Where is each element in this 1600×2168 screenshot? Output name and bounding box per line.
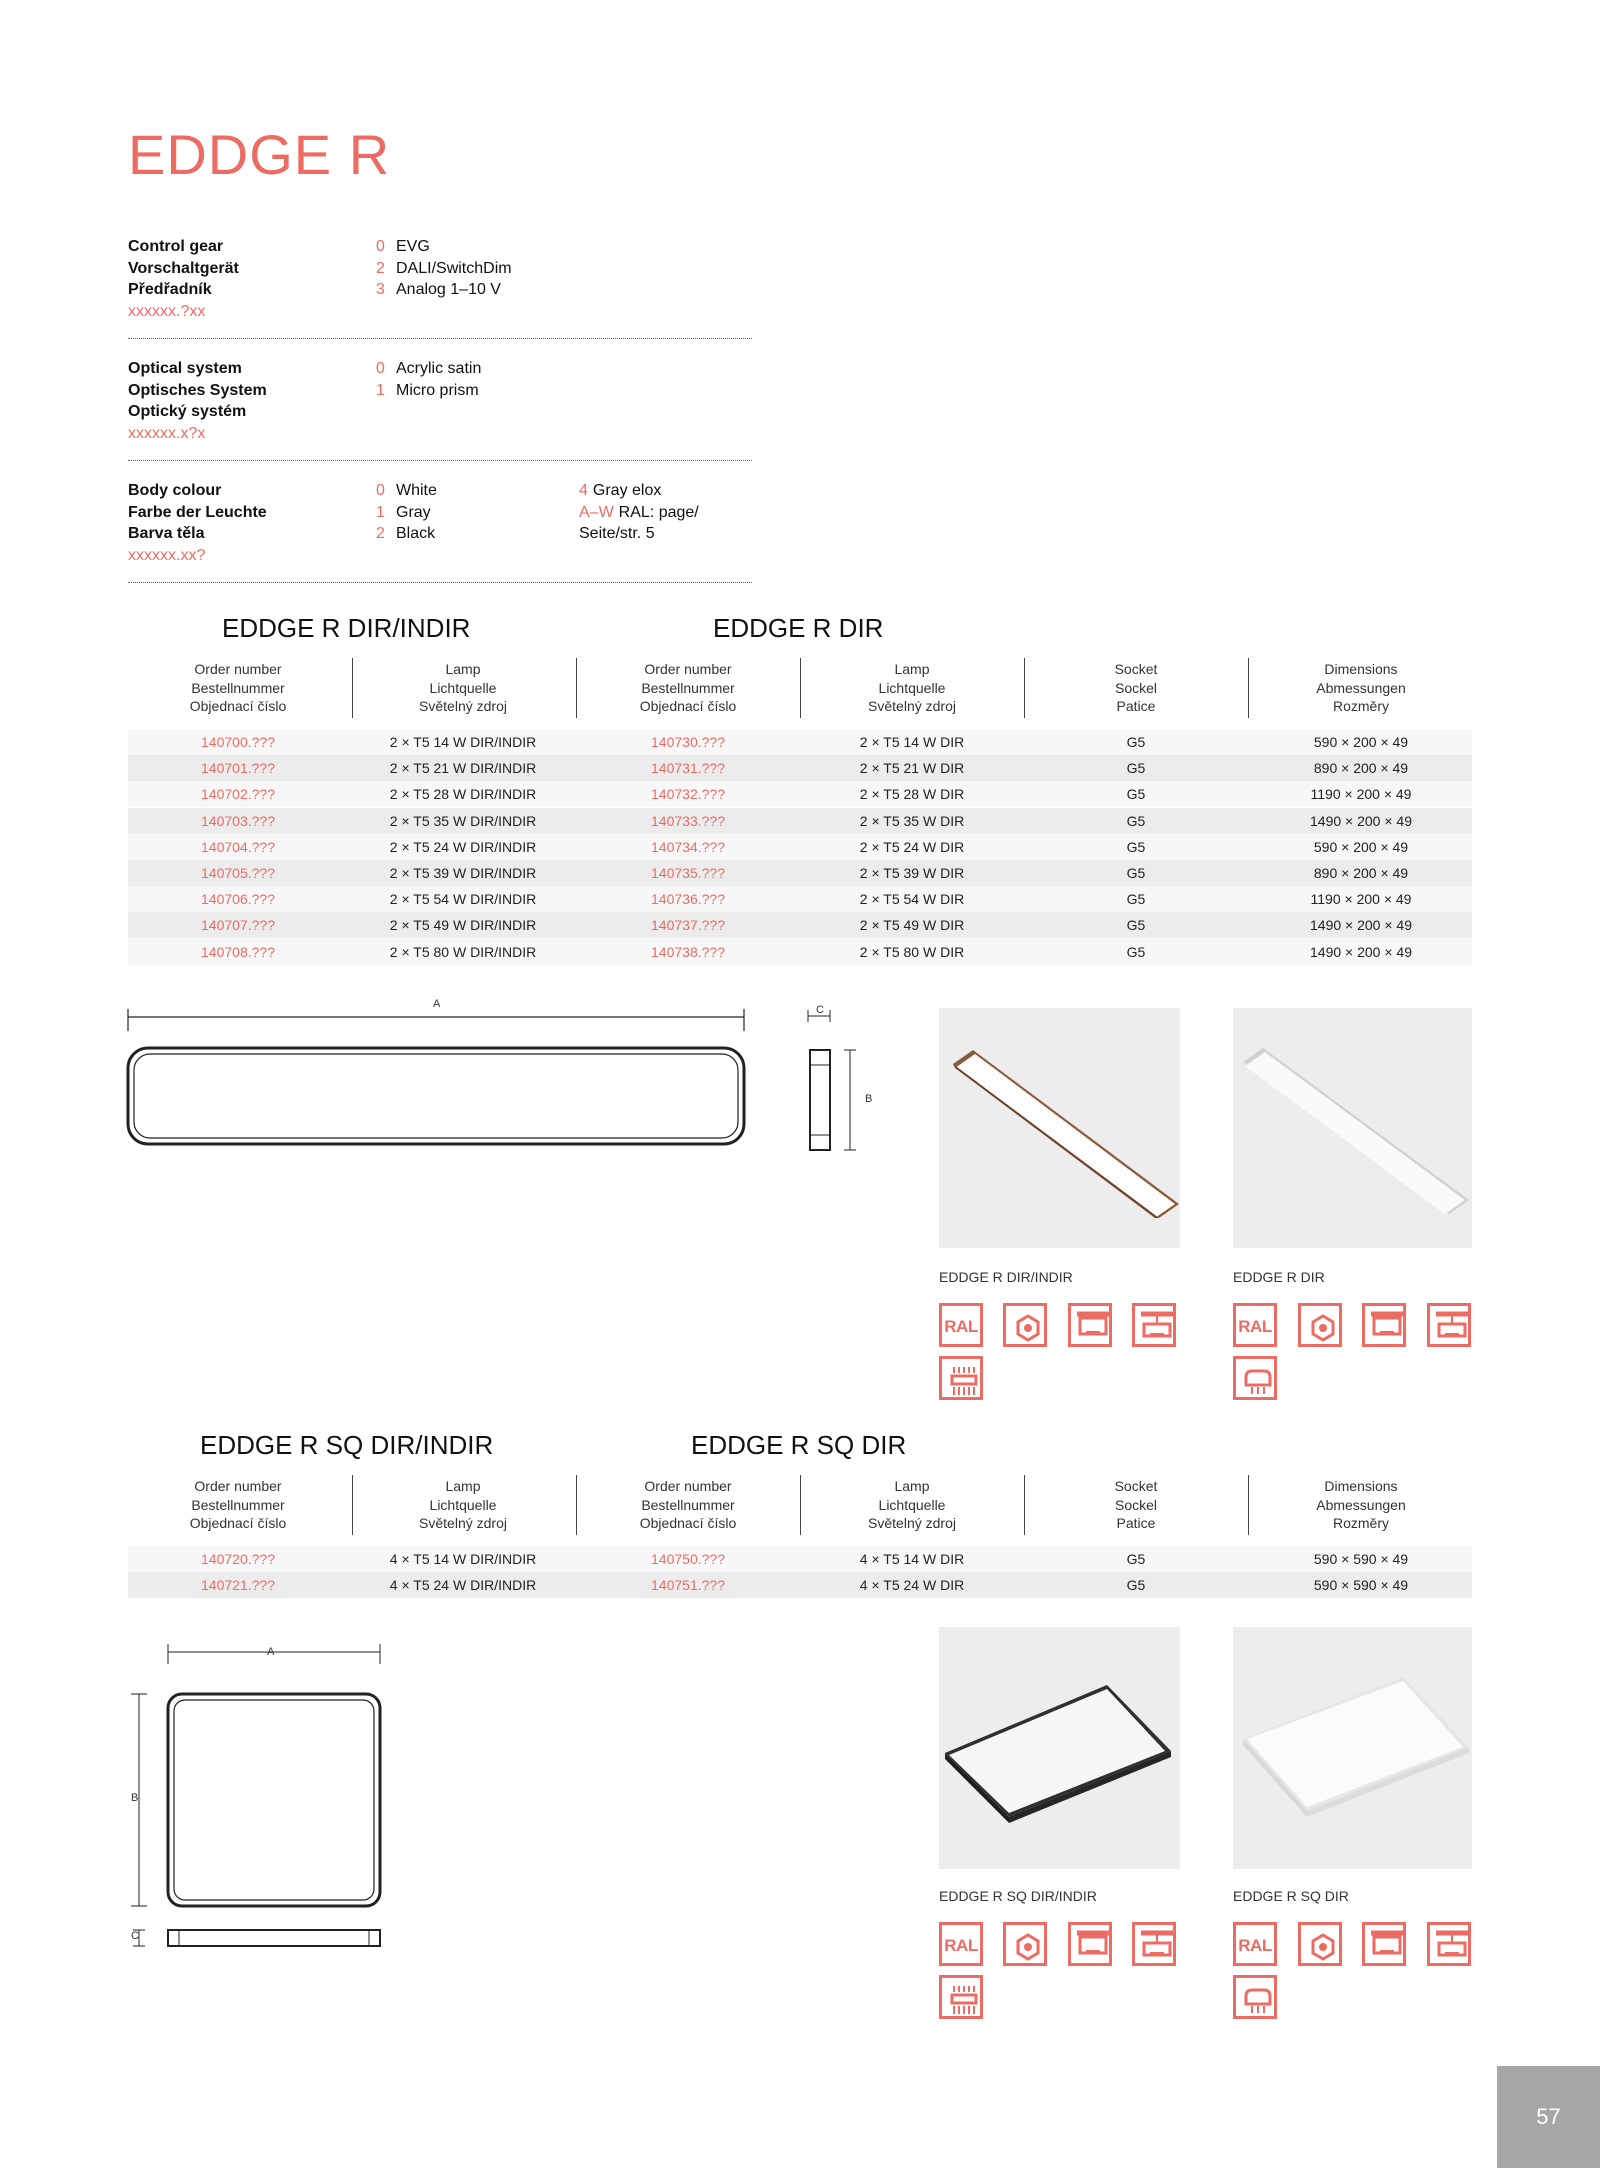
- option-value-code: 2: [376, 525, 385, 542]
- column-header: [363, 1477, 563, 1533]
- option-value-label: Micro prism: [396, 381, 479, 399]
- option-label: Optický systém: [128, 403, 247, 420]
- table-cell: 590 × 590 × 49: [1313, 1577, 1409, 1594]
- table2-title-right: EDDGE R SQ DIR: [691, 1430, 907, 1460]
- ral-icon: [1233, 1922, 1277, 1966]
- option-label: Body colour: [128, 482, 222, 499]
- ral-icon: [939, 1303, 983, 1347]
- column-header-line: Lamp: [894, 1478, 930, 1494]
- linear-luminaire-drawing: [120, 995, 760, 1155]
- column-separator: [352, 658, 353, 718]
- option-value-label: RAL: page/: [618, 503, 699, 521]
- ral-label: RAL: [944, 1317, 978, 1336]
- column-header-line: Lamp: [445, 1478, 481, 1494]
- table-cell: 140737.???: [651, 917, 725, 934]
- table-row: [128, 781, 1472, 807]
- option-value: [376, 279, 512, 301]
- table-cell: 2 × T5 80 W DIR: [859, 943, 965, 960]
- column-separator: [1248, 658, 1249, 718]
- column-header-line: Abmessungen: [1316, 1496, 1406, 1513]
- dir-indir-light-icon: [939, 1975, 983, 2019]
- column-header-line: Světelný zdroj: [419, 698, 507, 714]
- column-header: [812, 660, 1012, 716]
- table-cell: 2 × T5 21 W DIR: [859, 760, 965, 777]
- page-number: 57: [1497, 2066, 1600, 2168]
- suspended-mount-icon: [1132, 1922, 1176, 1966]
- column-header-line: Lamp: [894, 661, 930, 677]
- table-row: [128, 1572, 1472, 1598]
- product-photo-sq-dir: [1233, 1627, 1472, 1869]
- column-header: [138, 1477, 338, 1533]
- option-value-code: 3: [376, 281, 385, 298]
- column-header-line: Socket: [1114, 1478, 1158, 1494]
- option-value: [579, 480, 699, 502]
- column-header: [1261, 660, 1461, 716]
- option-value-label: DALI/SwitchDim: [396, 259, 512, 277]
- option-value: [376, 523, 437, 545]
- option-value-label: Gray: [396, 503, 431, 521]
- table-cell: 140700.???: [201, 734, 275, 750]
- table-cell: G5: [1126, 943, 1146, 960]
- suspended-mount-icon: [1132, 1303, 1176, 1347]
- table-cell: 2 × T5 21 W DIR/INDIR: [389, 760, 537, 777]
- option-value-label: EVG: [396, 238, 430, 255]
- caption-sq-dir: EDDGE R SQ DIR: [1233, 1888, 1349, 1904]
- column-header-line: Světelný zdroj: [419, 1515, 507, 1531]
- column-header-line: Dimensions: [1324, 661, 1398, 677]
- option-values-extra: [579, 480, 699, 545]
- table-cell: 2 × T5 28 W DIR: [859, 786, 965, 803]
- table-cell: 4 × T5 24 W DIR: [859, 1577, 965, 1594]
- option-values: [376, 358, 481, 401]
- table1-title-left: EDDGE R DIR/INDIR: [222, 613, 471, 643]
- column-header-line: Lichtquelle: [878, 679, 946, 696]
- table-cell: 140703.???: [201, 812, 275, 829]
- option-value-label: Acrylic satin: [396, 360, 482, 377]
- option-value-code: 0: [376, 360, 385, 377]
- column-separator: [1024, 1475, 1025, 1535]
- ceiling-mount-icon: [1362, 1303, 1406, 1347]
- option-value: [579, 523, 699, 545]
- table-cell: 140732.???: [651, 786, 725, 803]
- table-cell: 140720.???: [201, 1551, 275, 1567]
- option-value: [376, 480, 437, 502]
- column-separator: [1248, 1475, 1249, 1535]
- table-cell: 2 × T5 49 W DIR: [859, 917, 965, 934]
- table-cell: G5: [1126, 917, 1146, 934]
- option-code: xxxxxx.?xx: [128, 302, 206, 320]
- option-label: Farbe der Leuchte: [128, 503, 267, 521]
- product-photo-dir-indir: [939, 1008, 1180, 1248]
- table-row: [128, 808, 1472, 834]
- option-value-code: 0: [376, 482, 385, 499]
- page-title: EDDGE R: [128, 123, 391, 186]
- column-header-line: Abmessungen: [1316, 679, 1406, 696]
- table-cell: 140721.???: [201, 1577, 275, 1594]
- column-header: [588, 1477, 788, 1533]
- caption-dir: EDDGE R DIR: [1233, 1269, 1325, 1285]
- ral-icon: [1233, 1303, 1277, 1347]
- table-cell: 140736.???: [651, 891, 725, 908]
- column-separator: [576, 658, 577, 718]
- option-values: [376, 480, 437, 545]
- column-header: [1036, 660, 1236, 716]
- side-profile-drawing: [800, 1010, 880, 1160]
- table-cell: 140701.???: [201, 760, 275, 777]
- table-cell: G5: [1126, 865, 1146, 881]
- table-cell: 4 × T5 14 W DIR/INDIR: [389, 1551, 537, 1567]
- column-separator: [800, 658, 801, 718]
- option-label: Vorschaltgerät: [128, 259, 239, 277]
- option-code: xxxxxx.x?x: [128, 424, 206, 442]
- table-cell: G5: [1126, 838, 1146, 855]
- sq-dimension-label-c: C: [131, 1930, 139, 1942]
- column-header-line: Patice: [1116, 698, 1156, 714]
- column-header-line: Lichtquelle: [878, 1496, 946, 1513]
- table-cell: 140707.???: [201, 917, 275, 934]
- option-value-label: White: [396, 482, 437, 499]
- option-value-label: Seite/str. 5: [579, 525, 655, 542]
- table-cell: G5: [1126, 734, 1146, 750]
- column-header-line: Světelný zdroj: [868, 698, 956, 714]
- table-cell: 140734.???: [651, 838, 725, 855]
- dimmable-hexagon-icon: [1298, 1922, 1342, 1966]
- table-cell: 140730.???: [651, 734, 725, 750]
- column-header-line: Dimensions: [1324, 1478, 1398, 1494]
- table-cell: 140706.???: [201, 891, 275, 908]
- option-value: [579, 502, 699, 524]
- table-cell: 2 × T5 24 W DIR/INDIR: [389, 838, 537, 855]
- column-header: [363, 660, 563, 716]
- option-label: Control gear: [128, 238, 224, 255]
- column-separator: [800, 1475, 801, 1535]
- option-label: Optical system: [128, 360, 242, 377]
- option-value-code: 1: [376, 503, 385, 521]
- caption-sq-dir-indir: EDDGE R SQ DIR/INDIR: [939, 1888, 1097, 1904]
- option-block: [128, 480, 752, 590]
- option-label: Barva těla: [128, 525, 205, 542]
- column-header-line: Order number: [194, 661, 282, 677]
- column-header-line: Objednací číslo: [639, 1515, 737, 1531]
- table1-title-right: EDDGE R DIR: [713, 613, 884, 643]
- table2-title-left: EDDGE R SQ DIR/INDIR: [200, 1430, 494, 1460]
- option-label: Předřadník: [128, 281, 212, 298]
- table-row: [128, 755, 1472, 781]
- ral-icon: [939, 1922, 983, 1966]
- column-header-line: Bestellnummer: [191, 1496, 285, 1513]
- option-value: [376, 502, 437, 524]
- option-value-code: 1: [376, 381, 385, 399]
- table-row: [128, 729, 1472, 755]
- table-cell: 2 × T5 54 W DIR: [859, 891, 965, 908]
- column-header-line: Sockel: [1114, 1496, 1158, 1513]
- column-separator: [1024, 658, 1025, 718]
- table-cell: 140704.???: [201, 838, 275, 855]
- down-light-icon: [1233, 1356, 1277, 1400]
- ceiling-mount-icon: [1068, 1303, 1112, 1347]
- dir-indir-light-icon: [939, 1356, 983, 1400]
- table-cell: 2 × T5 39 W DIR: [859, 865, 965, 881]
- column-separator: [352, 1475, 353, 1535]
- table-cell: 2 × T5 54 W DIR/INDIR: [389, 891, 537, 908]
- table-cell: 140750.???: [651, 1551, 725, 1567]
- dimmable-hexagon-icon: [1003, 1922, 1047, 1966]
- table-cell: 1490 × 200 × 49: [1310, 943, 1412, 960]
- column-header: [1036, 1477, 1236, 1533]
- option-value-code: 4: [579, 482, 588, 499]
- column-header-line: Sockel: [1114, 679, 1158, 696]
- dimmable-hexagon-icon: [1298, 1303, 1342, 1347]
- column-header-line: Bestellnummer: [641, 679, 735, 696]
- option-value: [376, 258, 512, 280]
- table-cell: 2 × T5 39 W DIR/INDIR: [389, 865, 537, 881]
- suspended-mount-icon: [1427, 1303, 1471, 1347]
- dimension-label-b: B: [865, 1093, 873, 1105]
- table-cell: G5: [1126, 891, 1146, 908]
- table-row: [128, 886, 1472, 912]
- ral-label: RAL: [944, 1936, 978, 1955]
- dotted-divider: [128, 582, 752, 583]
- table-row: [128, 1546, 1472, 1572]
- table-cell: 140702.???: [201, 786, 275, 803]
- option-value-label: Analog 1–10 V: [396, 281, 501, 298]
- column-header-line: Lichtquelle: [429, 1496, 497, 1513]
- table-cell: 4 × T5 24 W DIR/INDIR: [389, 1577, 537, 1594]
- dimension-label-c: C: [816, 1004, 824, 1016]
- column-header-line: Lamp: [445, 661, 481, 677]
- table-cell: 2 × T5 35 W DIR/INDIR: [389, 812, 537, 829]
- option-value: [376, 380, 481, 402]
- column-header-line: Bestellnummer: [191, 679, 285, 696]
- product-photo-dir: [1233, 1008, 1472, 1248]
- table-cell: 2 × T5 14 W DIR/INDIR: [389, 734, 537, 750]
- option-value-label: Gray elox: [592, 482, 662, 499]
- square-luminaire-drawing: [125, 1640, 395, 1960]
- column-header-line: Order number: [644, 1478, 732, 1494]
- ral-label: RAL: [1238, 1936, 1272, 1955]
- down-light-icon: [1233, 1975, 1277, 2019]
- table-cell: 1490 × 200 × 49: [1310, 812, 1412, 829]
- column-header-line: Lichtquelle: [429, 679, 497, 696]
- column-header-line: Objednací číslo: [189, 1515, 287, 1531]
- column-header-line: Objednací číslo: [639, 698, 737, 714]
- table-cell: 890 × 200 × 49: [1313, 760, 1409, 777]
- column-header-line: Rozměry: [1332, 1515, 1389, 1531]
- table-cell: 140731.???: [651, 760, 725, 777]
- table-cell: 140738.???: [651, 943, 725, 960]
- column-header: [138, 660, 338, 716]
- option-value-code: 2: [376, 259, 385, 277]
- column-header-line: Světelný zdroj: [868, 1515, 956, 1531]
- table-cell: 1490 × 200 × 49: [1310, 917, 1412, 934]
- option-value: [376, 236, 512, 258]
- table-cell: 140735.???: [651, 865, 725, 881]
- table-cell: 140751.???: [651, 1577, 725, 1594]
- table-cell: 2 × T5 28 W DIR/INDIR: [389, 786, 537, 803]
- option-block: [128, 236, 752, 346]
- column-header-line: Rozměry: [1332, 698, 1389, 714]
- product-photo-sq-dir-indir: [939, 1627, 1180, 1869]
- table-row: [128, 939, 1472, 965]
- table-cell: 890 × 200 × 49: [1313, 865, 1409, 881]
- column-header: [812, 1477, 1012, 1533]
- caption-dir-indir: EDDGE R DIR/INDIR: [939, 1269, 1073, 1285]
- column-separator: [576, 1475, 577, 1535]
- sq-dimension-label-b: B: [131, 1792, 139, 1804]
- column-header-line: Bestellnummer: [641, 1496, 735, 1513]
- suspended-mount-icon: [1427, 1922, 1471, 1966]
- option-label: Optisches System: [128, 381, 267, 399]
- dotted-divider: [128, 338, 752, 339]
- table-cell: 140733.???: [651, 812, 725, 829]
- table-cell: G5: [1126, 812, 1146, 829]
- table-cell: 2 × T5 80 W DIR/INDIR: [389, 943, 537, 960]
- column-header-line: Order number: [194, 1478, 282, 1494]
- table-row: [128, 860, 1472, 886]
- dimension-label-a: A: [433, 998, 441, 1010]
- column-header-line: Objednací číslo: [189, 698, 287, 714]
- table-cell: 2 × T5 24 W DIR: [859, 838, 965, 855]
- table-cell: 590 × 590 × 49: [1313, 1551, 1409, 1567]
- table-cell: 590 × 200 × 49: [1313, 838, 1409, 855]
- option-labels: [128, 358, 267, 444]
- column-header: [588, 660, 788, 716]
- table-cell: 140708.???: [201, 943, 275, 960]
- table-cell: 1190 × 200 × 49: [1310, 786, 1412, 803]
- table-cell: G5: [1126, 1551, 1146, 1567]
- ceiling-mount-icon: [1068, 1922, 1112, 1966]
- table-cell: 1190 × 200 × 49: [1310, 891, 1412, 908]
- ral-label: RAL: [1238, 1317, 1272, 1336]
- option-block: [128, 358, 752, 468]
- option-value-code: 0: [376, 238, 385, 255]
- table-cell: 4 × T5 14 W DIR: [859, 1551, 965, 1567]
- option-labels: [128, 236, 239, 322]
- option-labels: [128, 480, 267, 566]
- table-cell: G5: [1126, 1577, 1146, 1594]
- ceiling-mount-icon: [1362, 1922, 1406, 1966]
- dimmable-hexagon-icon: [1003, 1303, 1047, 1347]
- table-cell: 2 × T5 49 W DIR/INDIR: [389, 917, 537, 934]
- column-header-line: Socket: [1114, 661, 1158, 677]
- table-cell: 2 × T5 35 W DIR: [859, 812, 965, 829]
- table-cell: 140705.???: [201, 865, 275, 881]
- option-value-code: A–W: [579, 503, 614, 521]
- table-cell: G5: [1126, 760, 1146, 777]
- sq-dimension-label-a: A: [267, 1646, 275, 1658]
- table-cell: 590 × 200 × 49: [1313, 734, 1409, 750]
- dotted-divider: [128, 460, 752, 461]
- column-header-line: Order number: [644, 661, 732, 677]
- option-values: [376, 236, 512, 301]
- table-cell: G5: [1126, 786, 1146, 803]
- table-row: [128, 834, 1472, 860]
- option-value-label: Black: [396, 525, 436, 542]
- column-header: [1261, 1477, 1461, 1533]
- option-value: [376, 358, 481, 380]
- table-row: [128, 912, 1472, 938]
- option-code: xxxxxx.xx?: [128, 546, 206, 564]
- column-header-line: Patice: [1116, 1515, 1156, 1531]
- table-cell: 2 × T5 14 W DIR: [859, 734, 965, 750]
